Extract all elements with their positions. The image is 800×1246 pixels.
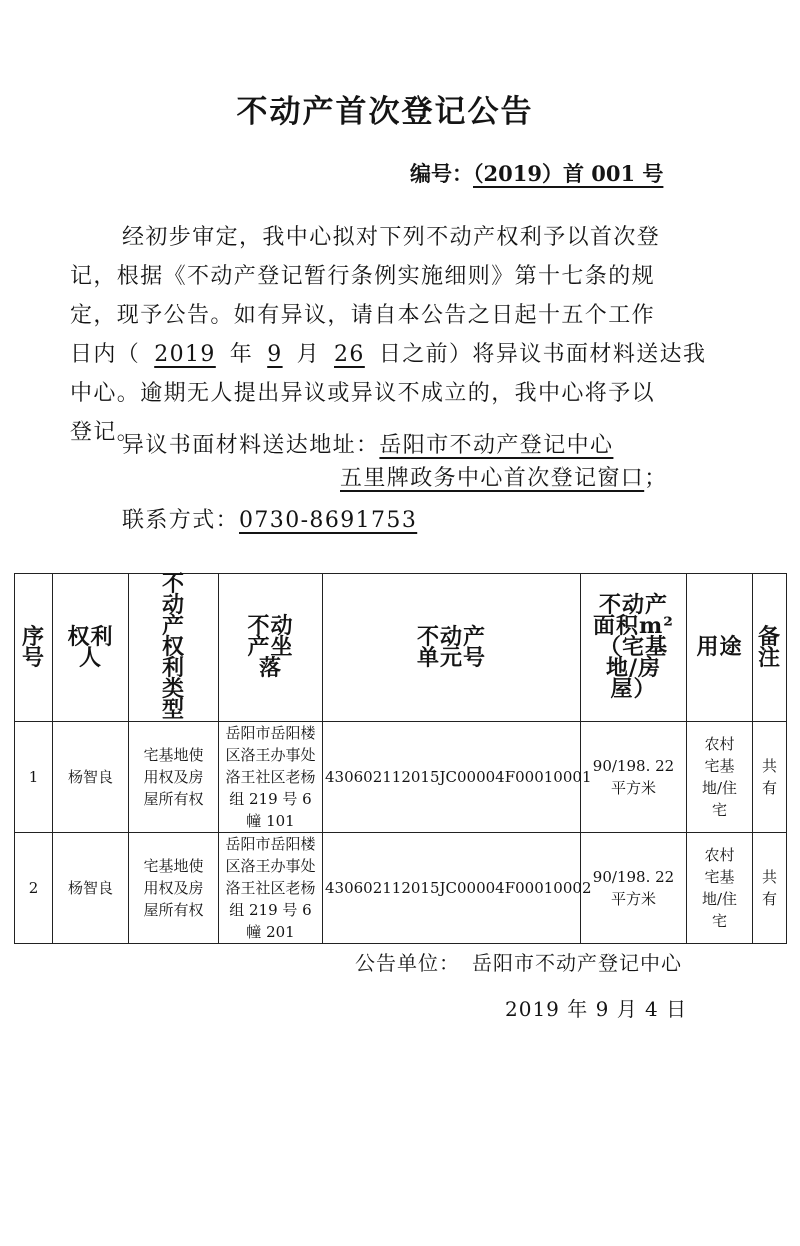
address-suffix: ； — [644, 466, 668, 491]
deadline-day: 26 — [334, 342, 365, 367]
document-number — [410, 158, 663, 188]
year-char: 年 — [229, 342, 254, 367]
header-unit-no: 不动产单元号 — [323, 574, 581, 722]
row-remarks: 共有 — [753, 833, 787, 944]
address-label: 异议书面材料送达地址： — [122, 433, 380, 458]
table-row — [15, 833, 787, 944]
deadline-year: 2019 — [154, 342, 216, 367]
contact-phone: 0730-8691753 — [239, 508, 418, 533]
row-usage: 农村宅基地/住宅 — [687, 833, 753, 944]
header-area: 不动产面积m²（宅基地/房屋） — [581, 574, 687, 722]
row-seq: 2 — [15, 833, 53, 944]
row-area-value: 90/198. 22 — [592, 868, 675, 886]
row-remarks: 共有 — [753, 722, 787, 833]
row-usage: 农村宅基地/住宅 — [687, 722, 753, 833]
row-area — [581, 833, 687, 944]
row-right-type: 宅基地使用权及房屋所有权 — [129, 833, 219, 944]
document-number-label: 编号： — [410, 161, 473, 186]
paragraph-line-6: 登记。 — [70, 420, 141, 445]
issue-date: 2019 年 9 月 4 日 — [505, 997, 688, 1021]
paragraph-line-5: 中心。逾期无人提出异议或异议不成立的，我中心将予以 — [70, 381, 656, 406]
document-number-value: （2019）首 001 号 — [473, 161, 664, 186]
issuing-unit-label: 公告单位： — [355, 951, 460, 975]
address-value-2: 五里牌政务中心首次登记窗口 — [340, 466, 645, 491]
row-area-unit: 平方米 — [610, 779, 656, 797]
table-header-row — [15, 574, 787, 722]
row-area-unit: 平方米 — [610, 890, 656, 908]
paragraph-line-3: 定，现予公告。如有异议，请自本公告之日起十五个工作 — [70, 303, 656, 328]
header-right-type: 不动产权利类型 — [129, 574, 219, 722]
row-area — [581, 722, 687, 833]
month-char: 月 — [296, 342, 321, 367]
header-seq: 序号 — [15, 574, 53, 722]
paragraph-line-1: 经初步审定，我中心拟对下列不动产权利予以首次登 — [122, 225, 661, 250]
contact-label: 联系方式： — [122, 508, 240, 533]
header-location: 不动产坐落 — [219, 574, 323, 722]
address-line-2 — [340, 461, 668, 492]
contact-line — [122, 503, 417, 534]
row-area-value: 90/198. 22 — [592, 757, 675, 775]
row-unit-no: 430602112015JC00004F00010002 — [323, 833, 581, 944]
address-value-1: 岳阳市不动产登记中心 — [379, 433, 614, 458]
header-usage: 用途 — [687, 574, 753, 722]
registration-table — [14, 573, 787, 944]
row-unit-no: 430602112015JC00004F00010001 — [323, 722, 581, 833]
deadline-month: 9 — [267, 342, 283, 367]
deadline-prefix: 日内（ — [70, 342, 141, 367]
paragraph-line-4 — [70, 337, 706, 368]
deadline-suffix: 日之前）将异议书面材料送达我 — [378, 342, 707, 367]
table-row — [15, 722, 787, 833]
issuing-unit — [355, 947, 682, 976]
row-holder: 杨智良 — [53, 833, 129, 944]
row-seq: 1 — [15, 722, 53, 833]
address-line-1 — [122, 428, 613, 459]
row-holder: 杨智良 — [53, 722, 129, 833]
paragraph-line-2: 记，根据《不动产登记暂行条例实施细则》第十七条的规 — [70, 264, 656, 289]
page-title: 不动产首次登记公告 — [236, 94, 534, 130]
row-location: 岳阳市岳阳楼区洛王办事处洛王社区老杨组 219 号 6 幢 101 — [219, 722, 323, 833]
issuing-unit-name: 岳阳市不动产登记中心 — [472, 951, 682, 975]
header-holder: 权利人 — [53, 574, 129, 722]
header-remarks: 备注 — [753, 574, 787, 722]
row-location: 岳阳市岳阳楼区洛王办事处洛王社区老杨组 219 号 6 幢 201 — [219, 833, 323, 944]
row-right-type: 宅基地使用权及房屋所有权 — [129, 722, 219, 833]
